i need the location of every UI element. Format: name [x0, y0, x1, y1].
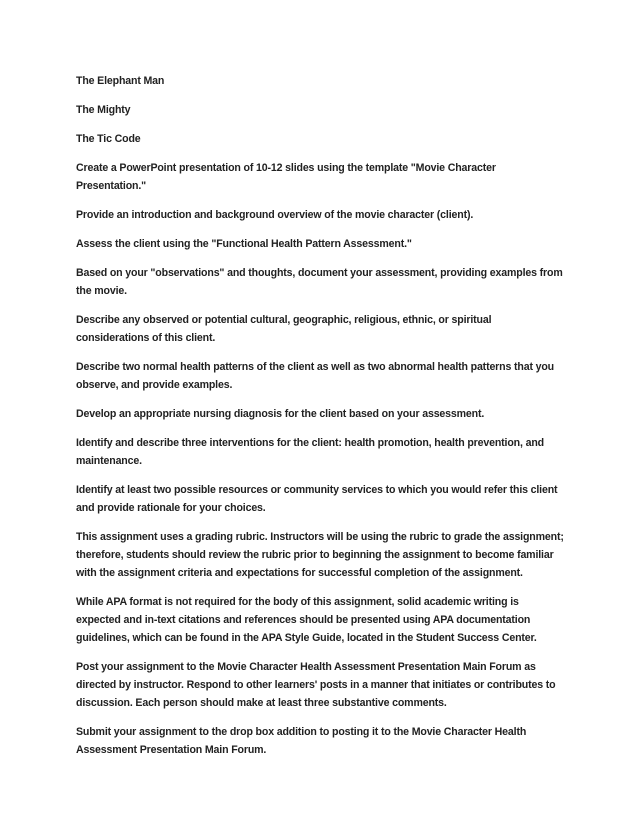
submission-instructions: Submit your assignment to the drop box addition to posting it to the Movie Character Health Assessment Presentation Main Forum. [76, 726, 527, 756]
instruction-document-assessment: Based on your "observations" and thoughts, document your assessment, providing examples from the movie. [76, 267, 563, 297]
document-body [76, 72, 566, 770]
apa-format-note: While APA format is not required for the body of this assignment, solid academic writing is expected and in-text citations and references should be presented using APA documentation guidelines, which can be found in the APA Style Guide, located in the Student Success Center. [76, 596, 537, 644]
instruction-create-presentation: Create a PowerPoint presentation of 10-12 slides using the template "Movie Character Presentation." [76, 162, 496, 192]
instruction-resources: Identify at least two possible resources or community services to which you would refer this client and provide rationale for your choices. [76, 484, 558, 514]
forum-post-instructions: Post your assignment to the Movie Character Health Assessment Presentation Main Forum as directed by instructor. Respond to other learners' posts in a manner that initiates or contributes to discussion. Each person should make at least three substantive comments. [76, 661, 556, 709]
instruction-introduction: Provide an introduction and background overview of the movie character (client). [76, 209, 474, 221]
movie-title-elephant-man: The Elephant Man [76, 75, 165, 87]
instruction-nursing-diagnosis: Develop an appropriate nursing diagnosis for the client based on your assessment. [76, 408, 485, 420]
instruction-health-patterns: Describe two normal health patterns of the client as well as two abnormal health patterns that you observe, and provide examples. [76, 361, 555, 391]
movie-title-tic-code: The Tic Code [76, 133, 141, 145]
instruction-interventions: Identify and describe three interventions for the client: health promotion, health prevention, and maintenance. [76, 437, 544, 467]
instruction-cultural-considerations: Describe any observed or potential cultural, geographic, religious, ethnic, or spiritual considerations of this client. [76, 314, 492, 344]
grading-rubric-note: This assignment uses a grading rubric. Instructors will be using the rubric to grade the assignment; therefore, students should review the rubric prior to beginning the assignment to become familiar with the assignment criteria and expectations for successful completion of the assignment. [76, 531, 564, 579]
movie-title-the-mighty: The Mighty [76, 104, 131, 116]
instruction-assess-client: Assess the client using the "Functional Health Pattern Assessment." [76, 238, 412, 250]
